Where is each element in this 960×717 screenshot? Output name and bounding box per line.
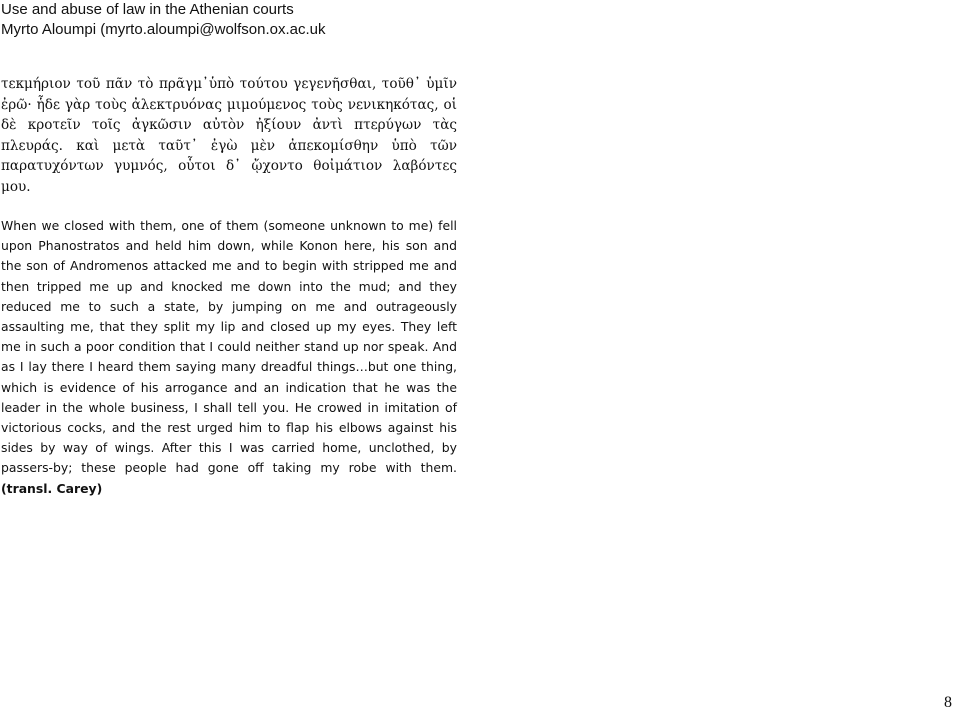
greek-line: μου. — [1, 178, 31, 195]
english-translation — [1, 216, 457, 499]
document-title: Use and abuse of law in the Athenian courts — [1, 1, 294, 18]
translation-text: When we closed with them, one of them (someone unknown to me) fell upon Phanostratos and held him down, while Konon here, his son and the son of Andromenos attacked me and to begin with stripped me and then tripped me up and knocked me down into the mud; and they reduced me to such a state, by jumping on me and outrageously assaulting me, that they split my lip and closed up my eyes. They left me in such a poor condition that I could neither stand up nor speak. And as I lay there I heard them saying many dreadful things…but one thing, which is evidence of his arrogance and an indication that he was the leader in the whole business, I shall tell you. He crowed in imitation of victorious cocks, and the rest urged him to flap his elbows against his sides by way of wings. After this I was carried home, unclothed, by passers-by; these people had gone off taking my robe with them. — [1, 218, 457, 476]
greek-line: δὲ κροτεῖν τοῖς ἀγκῶσιν αὐτὸν ἠξίουν ἀντὶ πτερύγων τὰς — [1, 117, 457, 134]
document-author: Myrto Aloumpi (myrto.aloumpi@wolfson.ox.ac.uk — [1, 21, 326, 38]
page-number: 8 — [944, 694, 952, 711]
document-header — [1, 0, 326, 40]
greek-line: τεκμήριον τοῦ πᾶν τὸ πρᾶγμ᾽ὑπὸ τούτου γεγενῆσθαι, τοῦθ᾽ ὑμῖν — [1, 76, 457, 92]
greek-line: παρατυχόντων γυμνός, οὗτοι δ᾽ ᾤχοντο θοἰμάτιον λαβόντες — [1, 158, 457, 175]
greek-line: πλευράς. καὶ μετὰ ταῦτ᾽ ἐγὼ μὲν ἀπεκομίσθην ὑπὸ τῶν — [1, 137, 457, 154]
greek-passage — [1, 74, 457, 198]
translation-citation: (transl. Carey) — [1, 480, 103, 496]
greek-line: ἐρῶ· ἧδε γὰρ τοὺς ἀλεκτρυόνας μιμούμενος τοὺς νενικηκότας, οἱ — [1, 96, 457, 113]
